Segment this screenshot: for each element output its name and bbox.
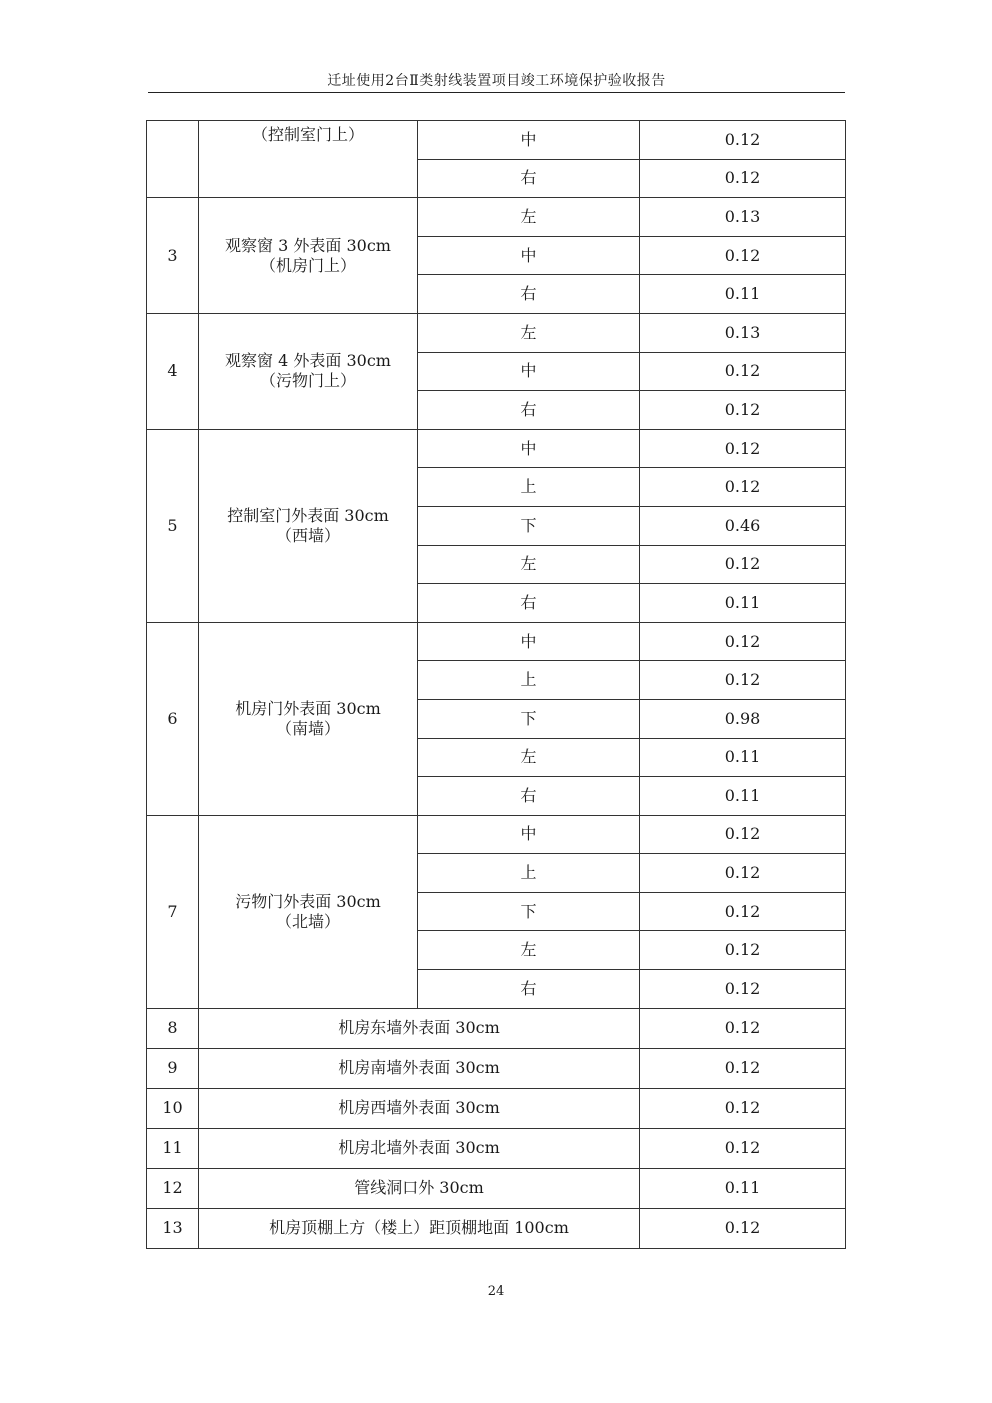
value-cell: 0.11: [640, 777, 846, 816]
serial-number-cell: [147, 121, 199, 198]
position-cell: 中: [418, 352, 640, 391]
table-row: [147, 1008, 846, 1048]
table-row: [147, 1048, 846, 1088]
value-cell: 0.13: [640, 313, 846, 352]
table-row: [147, 1168, 846, 1208]
value-cell: 0.12: [640, 429, 846, 468]
value-cell: 0.12: [640, 931, 846, 970]
position-cell: 右: [418, 970, 640, 1009]
position-cell: 左: [418, 198, 640, 237]
location-cell: 管线洞口外 30cm: [199, 1168, 640, 1208]
value-cell: 0.12: [640, 352, 846, 391]
location-text: （北墙）: [275, 911, 340, 931]
location-cell: 机房东墙外表面 30cm: [199, 1008, 640, 1048]
value-cell: 0.12: [640, 970, 846, 1009]
location-cell: [199, 198, 418, 314]
location-cell: [199, 121, 418, 198]
table-row: [147, 198, 846, 237]
location-text: （控制室门上）: [251, 125, 364, 144]
value-cell: 0.12: [640, 1008, 846, 1048]
serial-number-cell: 8: [147, 1008, 199, 1048]
table-row: [147, 1128, 846, 1168]
serial-number-cell: 5: [147, 429, 199, 622]
report-header-title: 迁址使用2台Ⅱ类射线装置项目竣工环境保护验收报告: [327, 73, 666, 89]
header-divider: [148, 92, 845, 93]
table-row: [147, 313, 846, 352]
value-cell: 0.12: [640, 236, 846, 275]
value-cell: 0.12: [640, 1088, 846, 1128]
value-cell: 0.12: [640, 892, 846, 931]
position-cell: 下: [418, 506, 640, 545]
position-cell: 左: [418, 545, 640, 584]
location-text: （南墙）: [275, 718, 340, 738]
table-row: [147, 121, 846, 160]
serial-number-cell: 6: [147, 622, 199, 815]
location-cell: [199, 313, 418, 429]
location-cell: [199, 815, 418, 1008]
location-cell: 机房顶棚上方（楼上）距顶棚地面 100cm: [199, 1208, 640, 1248]
serial-number-cell: 13: [147, 1208, 199, 1248]
location-text: 机房门外表面 30cm: [235, 698, 381, 718]
location-text: 观察窗 3 外表面 30cm: [225, 235, 391, 255]
value-cell: 0.11: [640, 738, 846, 777]
value-cell: 0.98: [640, 699, 846, 738]
position-cell: 右: [418, 275, 640, 314]
position-cell: 中: [418, 236, 640, 275]
position-cell: 中: [418, 121, 640, 160]
value-cell: 0.12: [640, 815, 846, 854]
location-cell: [199, 622, 418, 815]
value-cell: 0.12: [640, 159, 846, 198]
position-cell: 左: [418, 738, 640, 777]
page-number: 24: [487, 1284, 505, 1299]
value-cell: 0.12: [640, 121, 846, 160]
position-cell: 中: [418, 429, 640, 468]
value-cell: 0.12: [640, 545, 846, 584]
measurement-table: [146, 120, 846, 1249]
location-cell: 机房南墙外表面 30cm: [199, 1048, 640, 1088]
table-row: [147, 622, 846, 661]
value-cell: 0.11: [640, 275, 846, 314]
position-cell: 右: [418, 391, 640, 430]
serial-number-cell: 10: [147, 1088, 199, 1128]
position-cell: 上: [418, 468, 640, 507]
serial-number-cell: 9: [147, 1048, 199, 1088]
position-cell: 右: [418, 584, 640, 623]
value-cell: 0.12: [640, 1048, 846, 1088]
position-cell: 右: [418, 777, 640, 816]
serial-number-cell: 7: [147, 815, 199, 1008]
location-cell: 机房西墙外表面 30cm: [199, 1088, 640, 1128]
value-cell: 0.13: [640, 198, 846, 237]
position-cell: 下: [418, 892, 640, 931]
location-cell: [199, 429, 418, 622]
location-text: （西墙）: [275, 525, 340, 545]
serial-number-cell: 11: [147, 1128, 199, 1168]
value-cell: 0.12: [640, 661, 846, 700]
serial-number-cell: 3: [147, 198, 199, 314]
table-row: [147, 429, 846, 468]
value-cell: 0.12: [640, 1128, 846, 1168]
position-cell: 左: [418, 931, 640, 970]
value-cell: 0.12: [640, 391, 846, 430]
table-row: [147, 1208, 846, 1248]
location-cell: 机房北墙外表面 30cm: [199, 1128, 640, 1168]
position-cell: 下: [418, 699, 640, 738]
value-cell: 0.12: [640, 622, 846, 661]
value-cell: 0.12: [640, 468, 846, 507]
value-cell: 0.12: [640, 854, 846, 893]
table-row: [147, 1088, 846, 1128]
position-cell: 中: [418, 622, 640, 661]
position-cell: 上: [418, 661, 640, 700]
location-text: 控制室门外表面 30cm: [227, 505, 389, 525]
location-text: （污物门上）: [259, 371, 356, 391]
serial-number-cell: 4: [147, 313, 199, 429]
position-cell: 上: [418, 854, 640, 893]
location-text: （机房门上）: [259, 255, 356, 275]
value-cell: 0.12: [640, 1208, 846, 1248]
value-cell: 0.11: [640, 584, 846, 623]
location-text: 观察窗 4 外表面 30cm: [225, 351, 391, 371]
table-row: [147, 815, 846, 854]
location-text: 污物门外表面 30cm: [235, 891, 381, 911]
position-cell: 左: [418, 313, 640, 352]
position-cell: 中: [418, 815, 640, 854]
position-cell: 右: [418, 159, 640, 198]
serial-number-cell: 12: [147, 1168, 199, 1208]
value-cell: 0.46: [640, 506, 846, 545]
value-cell: 0.11: [640, 1168, 846, 1208]
